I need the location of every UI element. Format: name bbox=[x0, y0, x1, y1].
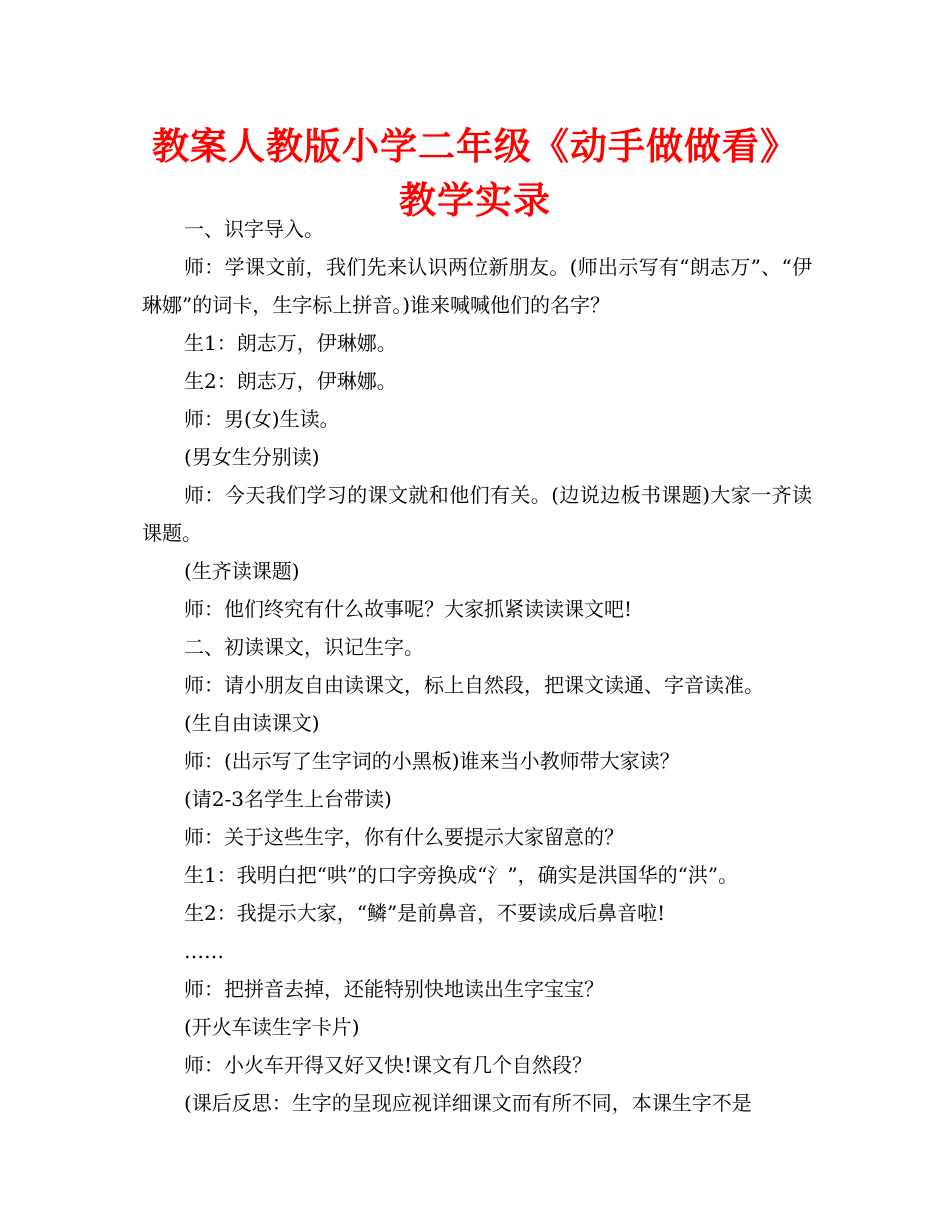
document-body bbox=[142, 210, 812, 1122]
paragraph: 师：今天我们学习的课文就和他们有关。(边说边板书课题)大家一齐读课题。 bbox=[142, 483, 812, 545]
paragraph: 二、初读课文，识记生字。 bbox=[184, 635, 424, 659]
paragraph: 生1：我明白把“哄”的口字旁换成“氵”，确实是洪国华的“洪”。 bbox=[184, 863, 739, 887]
paragraph: 师：小火车开得又好又快!课文有几个自然段？ bbox=[184, 1053, 593, 1077]
paragraph: 师：请小朋友自由读课文，标上自然段，把课文读通、字音读准。 bbox=[184, 673, 764, 697]
paragraph: 生1：朗志万，伊琳娜。 bbox=[184, 331, 397, 355]
paragraph: 生2：我提示大家，“鳞”是前鼻音，不要读成后鼻音啦! bbox=[184, 901, 666, 925]
paragraph: 一、识字导入。 bbox=[184, 217, 324, 241]
paragraph: 师：他们终究有什么故事呢？大家抓紧读读课文吧! bbox=[184, 597, 633, 621]
paragraph: …… bbox=[184, 939, 224, 963]
paragraph: 师：男(女)生读。 bbox=[184, 407, 340, 431]
paragraph: (课后反思：生字的呈现应视详细课文而有所不同，本课生字不是 bbox=[184, 1091, 752, 1115]
paragraph: (开火车读生字卡片) bbox=[184, 1015, 360, 1039]
paragraph: 生2：朗志万，伊琳娜。 bbox=[184, 369, 397, 393]
paragraph: 师：把拼音去掉，还能特别快地读出生字宝宝？ bbox=[184, 977, 604, 1001]
paragraph: (生自由读课文) bbox=[184, 711, 320, 735]
paragraph: (生齐读课题) bbox=[184, 559, 300, 583]
paragraph: (男女生分别读) bbox=[184, 445, 320, 469]
paragraph: (请2-3名学生上台带读) bbox=[184, 787, 392, 811]
paragraph: 师：学课文前，我们先来认识两位新朋友。(师出示写有“朗志万”、“伊琳娜”的词卡，生字标上拼音。)谁来喊喊他们的名字？ bbox=[142, 255, 812, 317]
paragraph: 师：关于这些生字，你有什么要提示大家留意的？ bbox=[184, 825, 624, 849]
paragraph: 师：(出示写了生字词的小黑板)谁来当小教师带大家读？ bbox=[184, 749, 680, 773]
document-title: 教案人教版小学二年级《动手做做看》教学实录 bbox=[152, 125, 798, 222]
